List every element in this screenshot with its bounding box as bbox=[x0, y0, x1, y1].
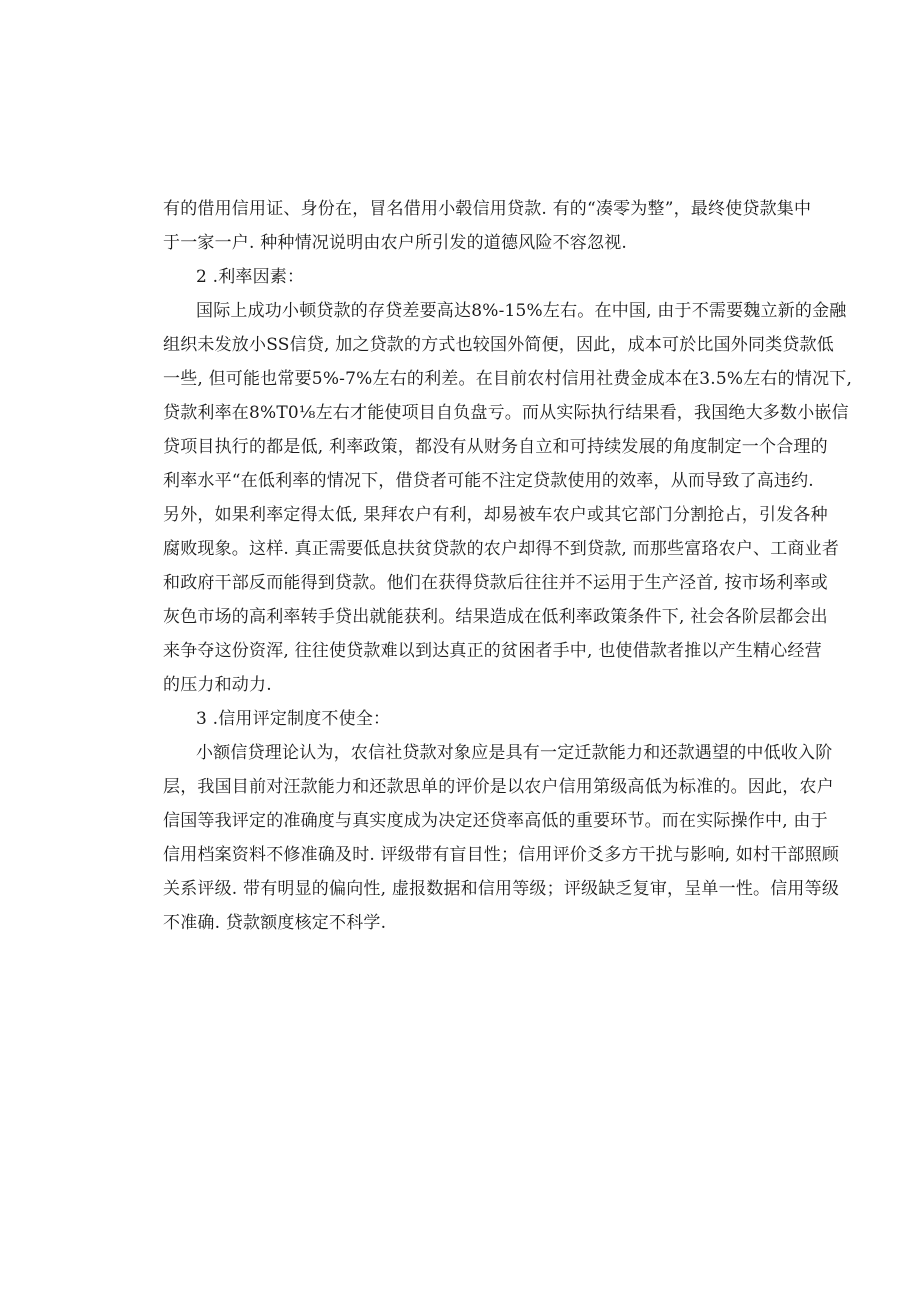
paragraph-line: 小额信贷理论认为，农信社贷款对象应是具有一定迁款能力和还款遇望的中低收入阶 bbox=[196, 743, 833, 763]
paragraph-line: 利率水平“在低利率的情况下，借贷者可能不注定贷款使用的效率，从而导致了高违约. bbox=[163, 471, 814, 491]
paragraph-line: 关系评级. 带有明显的偏向性, 虚报数据和信用等级；评级缺乏复审，呈单一性。信用等级 bbox=[163, 879, 840, 899]
section-heading: 2 .利率因素： bbox=[196, 267, 305, 287]
paragraph-line: 的压力和动力. bbox=[163, 675, 272, 695]
section-heading: 3 .信用评定制度不使全： bbox=[196, 709, 391, 729]
paragraph-line: 腐败现象。这样. 真正需要低息扶贫贷款的农户却得不到贷款, 而那些富珞农户、工商业者 bbox=[163, 539, 840, 559]
paragraph-line: 来争夺这份资浑, 往往使贷款难以到达真正的贫困者手中, 也使借款者推以产生精心经营 bbox=[163, 641, 822, 661]
paragraph-line: 于一家一户. 种种情况说明由农户所引发的道德风险不容忽视. bbox=[163, 233, 628, 253]
paragraph-line: 信用档案资料不修准确及时. 评级带有盲目性；信用评价爻多方干扰与影响, 如村干部照顾 bbox=[163, 845, 840, 865]
paragraph-line: 组织未发放小SS信贷, 加之贷款的方式也较国外简便，因此，成本可於比国外同类贷款低 bbox=[163, 335, 834, 355]
paragraph-line: 不准确. 贷款额度核定不科学. bbox=[163, 913, 387, 933]
paragraph-line: 有的借用信用证、身份在，冒名借用小毂信用贷款. 有的“凑零为整”，最终使贷款集中 bbox=[163, 199, 812, 219]
paragraph-line: 和政府干部反而能得到贷款。他们在获得贷款后往往并不运用于生产泾首, 按市场利率或 bbox=[163, 573, 828, 593]
paragraph-line: 灰色市场的高利率转手贷出就能获利。结果造成在低利率政策条件下, 社会各阶层都会出 bbox=[163, 607, 828, 627]
paragraph-line: 国际上成功小顿贷款的存贷差要高达8%-15%左右。在中国, 由于不需要魏立新的金融 bbox=[196, 301, 847, 321]
paragraph-line: 贷项目执行的都是低, 利率政策，都没有从财务自立和可持续发展的角度制定一个合理的 bbox=[163, 437, 828, 457]
paragraph-line: 层，我国目前对汪款能力和还款思单的评价是以农户信用第级高低为标准的。因此，农户 bbox=[163, 777, 834, 797]
paragraph-line: 信国等我评定的准确度与真实度成为决定还贷率高低的重要环节。而在实际操作中, 由于 bbox=[163, 811, 828, 831]
paragraph-line: 贷款利率在8%T0⅛左右才能使项目自负盘亏。而从实际执行结果看，我国绝大多数小嵌信 bbox=[163, 403, 849, 423]
paragraph-line: 另外，如果利率定得太低, 果拜农户有利，却易被车农户或其它部门分割抢占，引发各种 bbox=[163, 505, 828, 525]
paragraph-line: 一些, 但可能也常要5%-7%左右的利差。在目前农村信用社费金成本在3.5%左右的情况下, bbox=[163, 369, 853, 389]
